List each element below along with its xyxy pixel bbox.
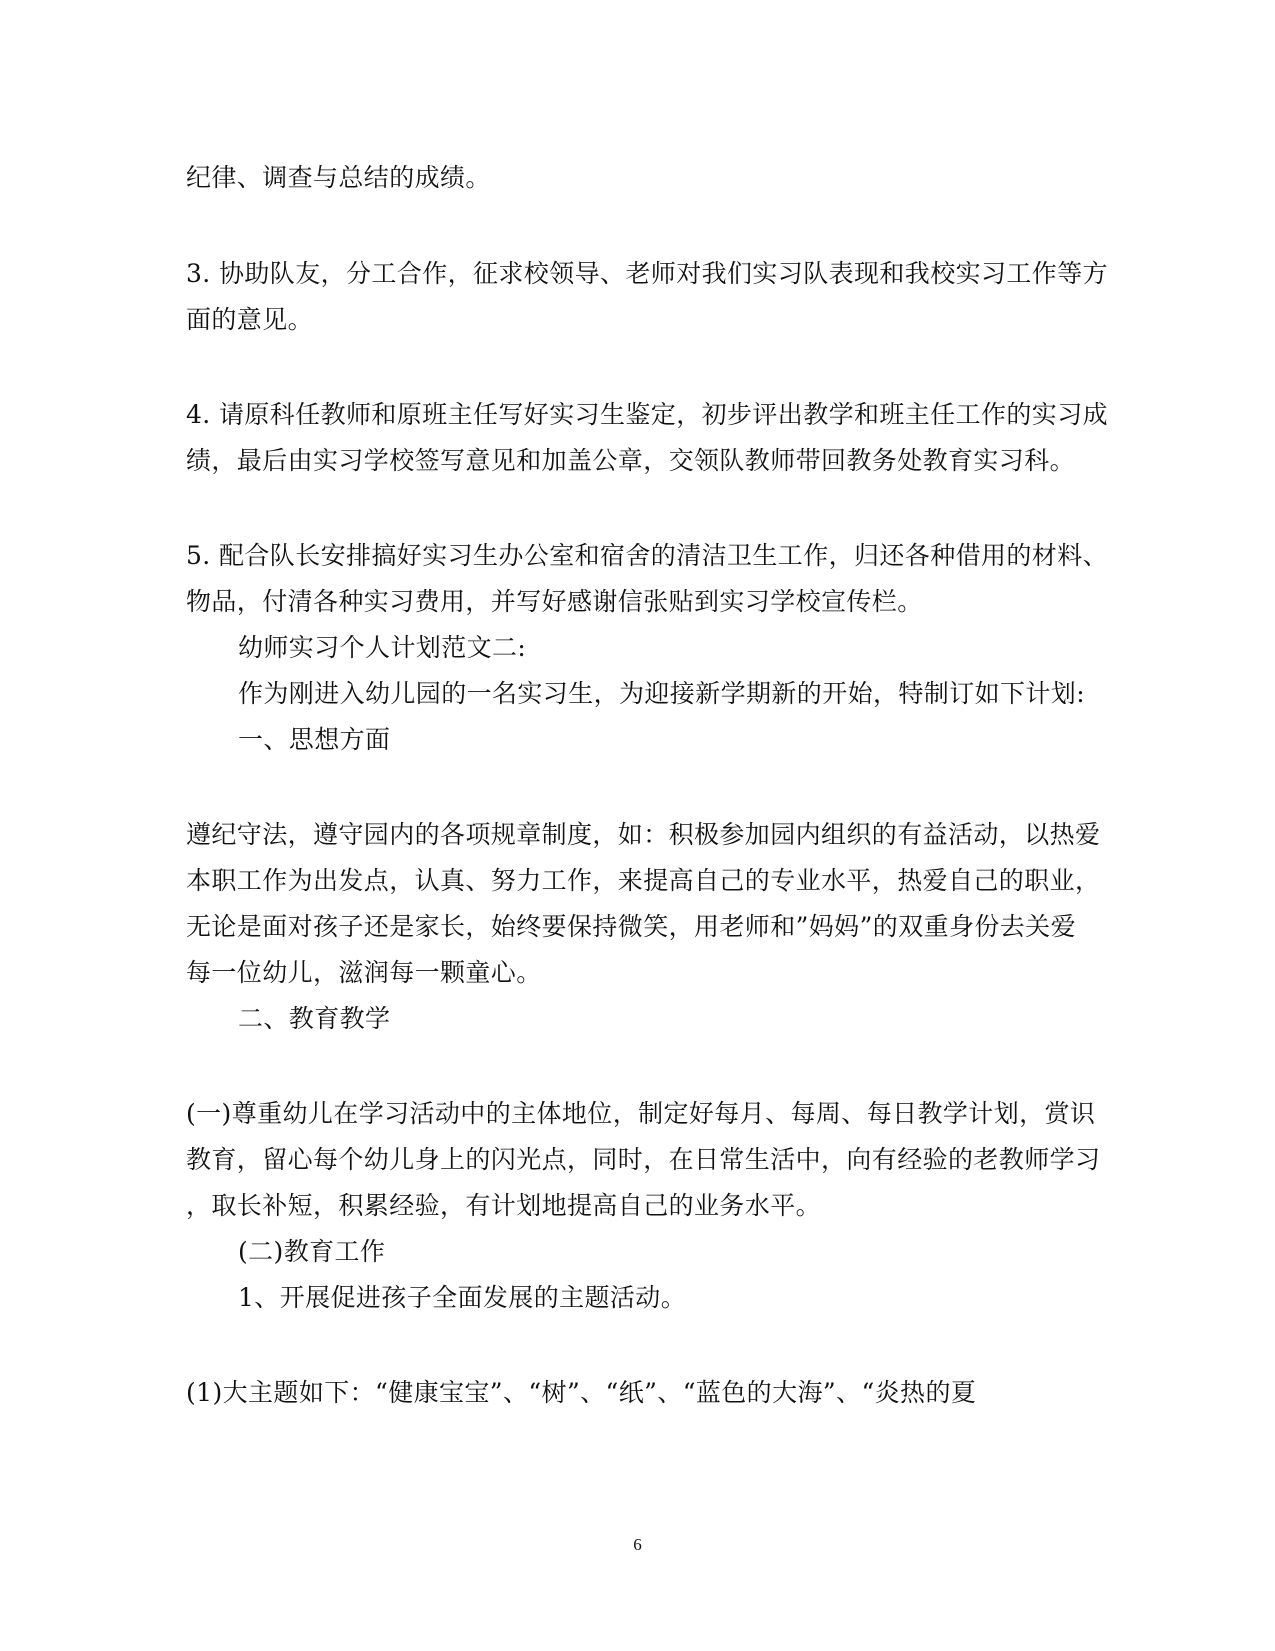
- section-heading-sample-two: 幼师实习个人计划范文二:: [238, 633, 527, 662]
- text-line-17: 教育，留心每个幼儿身上的闪光点，同时，在日常生活中，向有经验的老教师学习: [186, 1145, 1101, 1174]
- text-line-3: 面的意见。: [186, 305, 314, 334]
- text-line-20: 1、开展促进孩子全面发展的主题活动。: [238, 1283, 687, 1312]
- text-line-4: 4. 请原科任教师和原班主任写好实习生鉴定，初步评出教学和班主任工作的实习成: [186, 400, 1109, 429]
- text-line-12: 本职工作为出发点，认真、努力工作，来提高自己的专业水平，热爱自己的职业，: [186, 866, 1101, 895]
- text-line-16: (一)尊重幼儿在学习活动中的主体地位，制定好每月、每周、每日教学计划，赏识: [186, 1099, 1096, 1128]
- text-line-9: 作为刚进入幼儿园的一名实习生，为迎接新学期新的开始，特制订如下计划:: [238, 679, 1086, 708]
- text-line-6: 5. 配合队长安排搞好实习生办公室和宿舍的清洁卫生工作，归还各种借用的材料、: [186, 541, 1109, 570]
- text-line-7: 物品，付清各种实习费用，并写好感谢信张贴到实习学校宣传栏。: [186, 587, 923, 616]
- text-line-11: 遵纪守法，遵守园内的各项规章制度，如：积极参加园内组织的有益活动，以热爱: [186, 820, 1101, 849]
- page-number: 6: [633, 1535, 642, 1554]
- text-line-2: 3. 协助队友，分工合作，征求校领导、老师对我们实习队表现和我校实习工作等方: [186, 259, 1109, 288]
- text-line-1: 纪律、调查与总结的成绩。: [186, 163, 491, 192]
- text-line-5: 绩，最后由实习学校签写意见和加盖公章，交领队教师带回教务处教育实习科。: [186, 446, 1076, 475]
- text-line-18: ，取长补短，积累经验，有计划地提高自己的业务水平。: [186, 1191, 822, 1220]
- heading-thought: 一、思想方面: [238, 725, 391, 754]
- heading-education-work: (二)教育工作: [238, 1237, 386, 1266]
- text-line-21: (1)大主题如下：“健康宝宝”、“树”、“纸”、“蓝色的大海”、“炎热的夏: [186, 1378, 977, 1407]
- text-line-14: 每一位幼儿，滋润每一颗童心。: [186, 958, 542, 987]
- text-line-13: 无论是面对孩子还是家长，始终要保持微笑，用老师和”妈妈”的双重身份去关爱: [186, 912, 1076, 941]
- heading-education: 二、教育教学: [238, 1004, 391, 1033]
